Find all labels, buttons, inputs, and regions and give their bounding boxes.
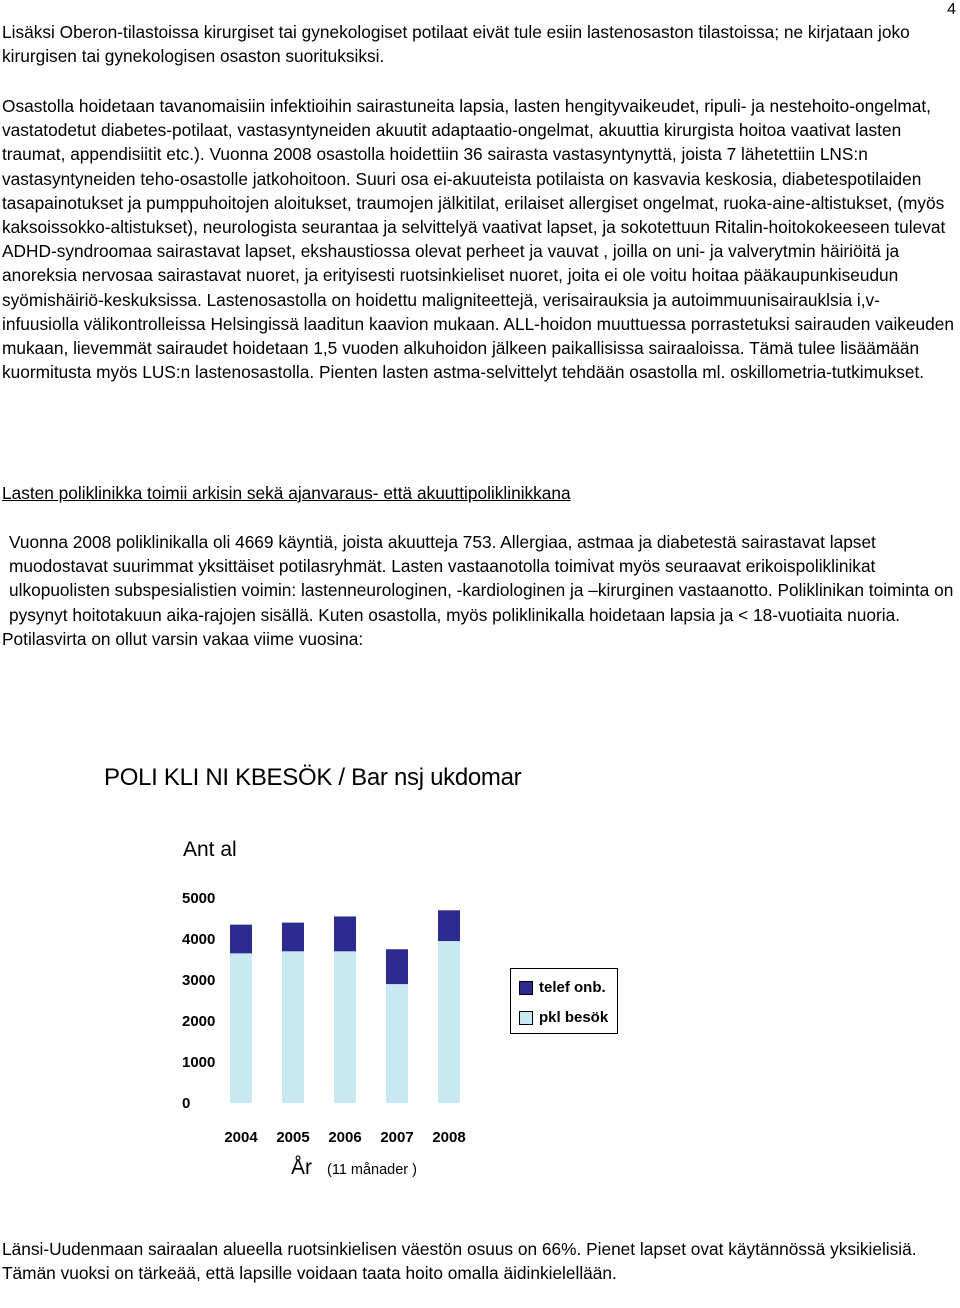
patient-flow-text: Potilasvirta on ollut varsin vakaa viime vuosina:	[2, 628, 364, 649]
y-tick-label: 1000	[182, 1054, 216, 1071]
bar-phone-2004	[230, 925, 252, 954]
x-tick-label: 2008	[432, 1129, 466, 1146]
legend-label-visits: pkl besök	[539, 1009, 609, 1026]
legend-swatch-visits	[519, 1011, 533, 1025]
paragraph-outpatient-heading: Lasten poliklinikka toimii arkisin sekä ajanvaraus- että akuuttipoliklinikkana	[2, 483, 571, 503]
bar-phone-2007	[386, 949, 408, 984]
bar-phone-2005	[282, 923, 304, 952]
paragraph-outpatient	[2, 530, 956, 651]
chart-x-axis-note: (11 månader )	[327, 1162, 417, 1178]
ward-text-a: Osastolla hoidetaan tavanomaisiin infektioihin sairastuneita lapsia, lasten hengityvaikeudet, ripuli- ja nestehoito-ongelmat, vastatodetut diabetes-potilaat, vastasyntyneiden akuutit adaptaatio-ongelmat, akuuttia kirurgista hoitoa vaativat lasten traumat, appendisiitit etc.). Vuonna 2008 osastolla hoidettiin 36 sairasta vastasyntynyttä, joista 7 lähetettiin LNS:n vastasyntyneiden teho-osastolle jatkohoitoon.	[2, 96, 931, 189]
paragraph-ward	[2, 94, 956, 384]
bar-visits-2008	[438, 941, 460, 1103]
chart-title: POLI KLI NI KBESÖK / Bar nsj ukdomar	[104, 764, 522, 791]
legend-swatch-phone	[519, 981, 533, 995]
page-number: 4	[947, 1, 956, 18]
y-tick-label: 2000	[182, 1013, 216, 1030]
y-tick-label: 3000	[182, 972, 216, 989]
outpatient-text: Vuonna 2008 poliklinikalla oli 4669 käyntiä, joista akuutteja 753. Allergiaa, astmaa ja diabetestä sairastavat lapset muodostavat suurimmat yksittäiset potilasryhmät. Lasten vastaanotolla toimivat myös seuraavat erikoispoliklinikat ulkopuolisten subspesialistien voimin: lastenneurologinen, -kardiologinen ja –kirurginen vastaanotto. Poliklinikan toiminta on pysynyt hoitotakuun aika-rajojen sisällä. Kuten osastolla, myös poliklinikalla hoidetaan lapsia ja < 18-vuotiaita nuoria.	[9, 532, 954, 625]
chart-x-axis-label: År	[291, 1156, 312, 1179]
ward-text-c: Lastenosastolla on hoidettu maligniteettejä, verisairauksia ja autoimmuunisairauklsia i,v-infuusiolla välikontrolleissa Helsingissä laaditun kaavion mukaan. ALL-hoidon muuttuessa porrastetuksi sairauden vaikeuden mukaan, lievemmät sairaudet hoidetaan 1,5 vuoden alkuhoidon jälkeen paikallisissa sairaaloissa. Tämä tulee lisäämään kuormitusta myös LUS:n lastenosastolla. Pienten lasten astma-selvittelyt tehdään osastolla ml. oskillometria-tutkimukset.	[2, 289, 954, 383]
outpatient-visits-chart	[170, 880, 530, 1150]
x-tick-label: 2007	[380, 1129, 414, 1146]
chart-legend	[510, 968, 618, 1034]
y-tick-label: 0	[182, 1095, 191, 1112]
x-tick-label: 2006	[328, 1129, 362, 1146]
chart-y-axis-label: Ant al	[183, 838, 237, 861]
bar-visits-2007	[386, 984, 408, 1103]
y-tick-label: 5000	[182, 890, 216, 907]
bar-phone-2008	[438, 910, 460, 941]
bar-visits-2005	[282, 951, 304, 1103]
bar-visits-2006	[334, 951, 356, 1103]
x-tick-label: 2005	[276, 1129, 310, 1146]
y-tick-label: 4000	[182, 931, 216, 948]
ward-text-b: Suuri osa ei-akuuteista potilaista on kasvavia keskosia, diabetespotilaiden tasapainotukset ja pumppuhoitojen aloitukset, traumojen jälkitilat, erilaiset allergiset ongelmat, ruoka-aine-altistukset, (myös kaksoissokko-altistukset), neurologista seurantaa ja selvittelyä vaativat lapset, ja sokotettuun Ritalin-hoitokokeeseen tulevat ADHD-syndroomaa sairastavat lapset, ekshaustiossa olevat perheet ja vauvat , joilla on uni- ja valverytmin häiriöitä ja anoreksia nervosaa sairastavat nuoret, ja erityisesti ruotsinkieliset nuoret, joita ei ole voitu hoitaa pääkaupunkiseudun syömishäiriö-keskuksissa.	[2, 168, 946, 310]
paragraph-language: Länsi-Uudenmaan sairaalan alueella ruotsinkielisen väestön osuus on 66%. Pienet lapset ovat käytännössä yksikielisiä. Tämän vuoksi on tärkeää, että lapsille voidaan taata hoito omalla äidinkielellään.	[2, 1239, 917, 1284]
legend-label-phone: telef onb.	[539, 979, 606, 996]
x-tick-label: 2004	[224, 1129, 258, 1146]
bar-phone-2006	[334, 916, 356, 951]
paragraph-statistics-note: Lisäksi Oberon-tilastoissa kirurgiset tai gynekologiset potilaat eivät tule esiin lastenosaston tilastoissa; ne kirjataan joko kirurgisen tai gynekologisen osaston suorituksiksi.	[2, 22, 910, 67]
bar-visits-2004	[230, 953, 252, 1103]
